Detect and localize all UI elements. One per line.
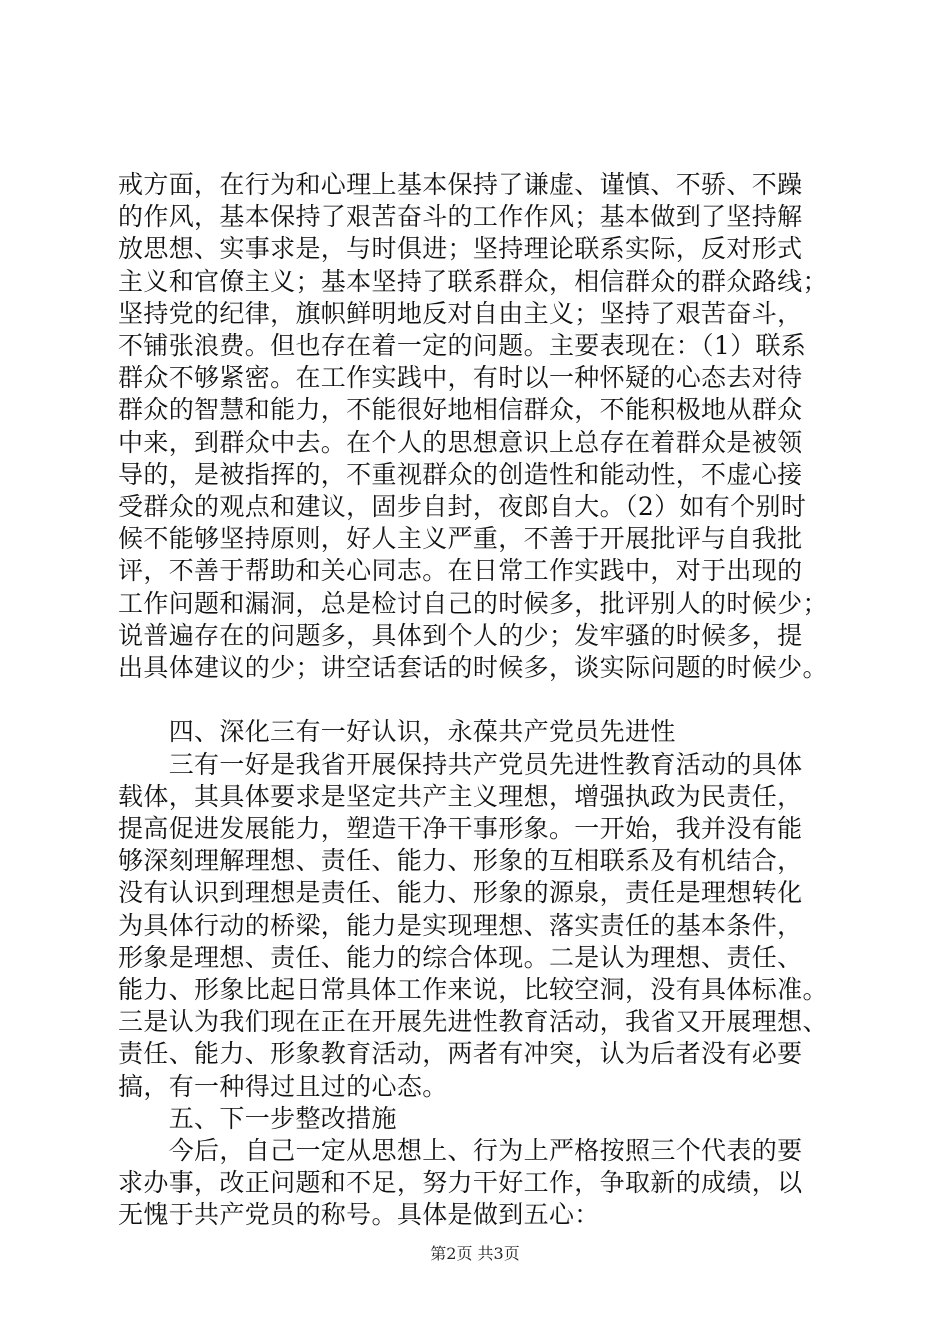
text-line: 候不能够坚持原则，好人主义严重，不善于开展批评与自我批 [118,524,803,553]
text-line: 没有认识到理想是责任、能力、形象的源泉，责任是理想转化 [118,878,803,907]
text-line: 责任、能力、形象教育活动，两者有冲突，认为后者没有必要 [118,1039,803,1068]
text-line: 搞，有一种得过且过的心态。 [118,1072,448,1101]
text-line: 提高促进发展能力，塑造干净干事形象。一开始，我并没有能 [118,814,803,843]
text-line: 主义和官僚主义；基本坚持了联系群众，相信群众的群众路线； [118,267,828,296]
text-line: 工作问题和漏洞，总是检讨自己的时候多，批评别人的时候少； [118,589,828,618]
text-line: 群众的智慧和能力，不能很好地相信群众，不能积极地从群众 [118,395,803,424]
text-line: 出具体建议的少；讲空话套话的时候多，谈实际问题的时候少。 [118,653,828,682]
text-line: 戒方面，在行为和心理上基本保持了谦虚、谨慎、不骄、不躁 [118,170,803,199]
text-line: 三有一好是我省开展保持共产党员先进性教育活动的具体 [118,750,803,779]
text-line: 三是认为我们现在正在开展先进性教育活动，我省又开展理想、 [118,1007,828,1036]
text-line: 够深刻理解理想、责任、能力、形象的互相联系及有机结合， [118,846,803,875]
text-line: 群众不够紧密。在工作实践中，有时以一种怀疑的心态去对待 [118,363,803,392]
text-line: 求办事，改正问题和不足，努力干好工作，争取新的成绩，以 [118,1168,803,1197]
text-line: 受群众的观点和建议，固步自封，夜郎自大。（2）如有个别时 [118,492,807,521]
text-line: 说普遍存在的问题多，具体到个人的少；发牢骚的时候多，提 [118,621,803,650]
section-heading: 五、下一步整改措施 [118,1104,397,1133]
text-line: 中来，到群众中去。在个人的思想意识上总存在着群众是被领 [118,428,803,457]
text-line: 能力、形象比起日常具体工作来说，比较空洞，没有具体标准。 [118,975,828,1004]
text-line: 无愧于共产党员的称号。具体是做到五心： [118,1200,600,1229]
text-line: 今后，自己一定从思想上、行为上严格按照三个代表的要 [118,1136,803,1165]
text-line: 载体，其具体要求是坚定共产主义理想，增强执政为民责任， [118,782,803,811]
text-line: 形象是理想、责任、能力的综合体现。二是认为理想、责任、 [118,943,803,972]
page-footer: 第2页 共3页 [430,1244,520,1263]
text-line: 为具体行动的桥梁，能力是实现理想、落实责任的基本条件， [118,911,803,940]
text-line: 不铺张浪费。但也存在着一定的问题。主要表现在：（1）联系 [118,331,807,360]
text-line: 评，不善于帮助和关心同志。在日常工作实践中，对于出现的 [118,556,803,585]
text-line: 坚持党的纪律，旗帜鲜明地反对自由主义；坚持了艰苦奋斗， [118,299,803,328]
section-heading: 四、深化三有一好认识，永葆共产党员先进性 [118,717,676,746]
text-line: 放思想、实事求是，与时俱进；坚持理论联系实际，反对形式 [118,234,803,263]
text-line: 的作风，基本保持了艰苦奋斗的工作作风；基本做到了坚持解 [118,202,803,231]
text-line: 导的，是被指挥的，不重视群众的创造性和能动性，不虚心接 [118,460,803,489]
